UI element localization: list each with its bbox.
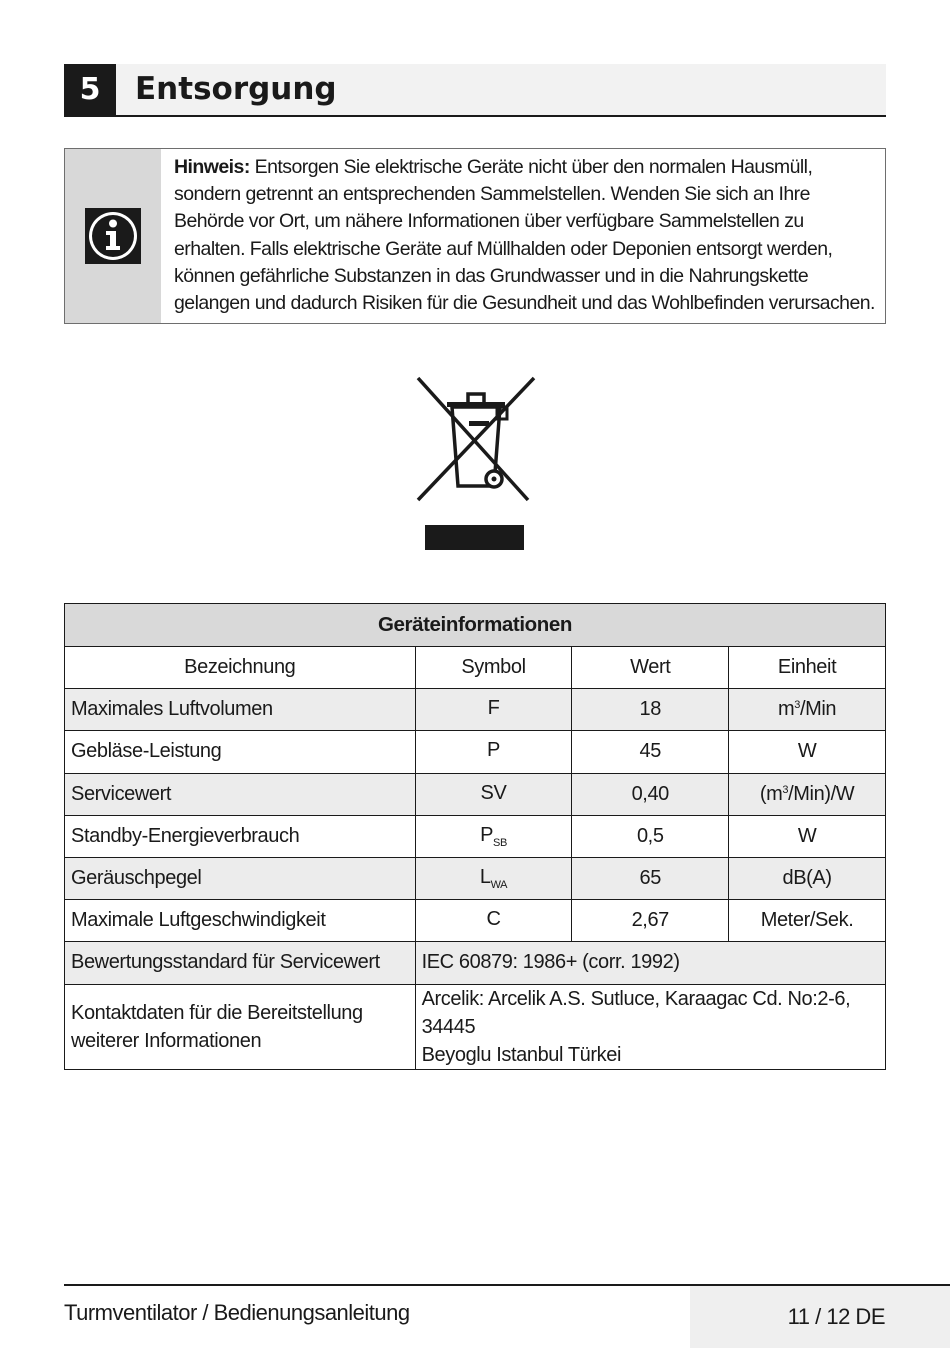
section-title: Entsorgung: [135, 71, 337, 107]
device-info-table: [64, 603, 886, 1070]
row-name: Maximale Luftgeschwindigkeit: [65, 900, 416, 942]
note-body: Entsorgen Sie elektrische Geräte nicht über den normalen Hausmüll, sondern getrennt an entsprechenden Sammelstellen. Wenden Sie sich an Ihre Behörde vor Ort, um nähere Informationen über verfügbare Sammelstellen zu erhalten. Falls elektrische Geräte auf Müllhalden oder Deponien entsorgt werden, können gefährliche Substanzen in das Grundwasser und in die Nahrungskette gelangen und dadurch Risiken für die Gesundheit und das Wohlbefinden verursachen.: [174, 156, 875, 315]
footer-page-number: 11 / 12 DE: [690, 1286, 950, 1348]
row-value: 65: [572, 857, 729, 899]
row-unit: W: [729, 731, 886, 773]
row-value: 2,67: [572, 900, 729, 942]
table-row: [65, 857, 886, 899]
row-unit: dB(A): [729, 857, 886, 899]
row-unit: $(m^3/Min)/W$: [729, 773, 886, 815]
row-value: 18: [572, 689, 729, 731]
note-label: Hinweis:: [174, 156, 250, 178]
section-header: [64, 64, 886, 117]
standard-label: Bewertungsstandard für Servicewert: [65, 942, 416, 984]
footer-document-title: Turmventilator / Bedienungsanleitung: [64, 1300, 410, 1325]
row-symbol: $L_{WA}$: [415, 857, 572, 899]
row-symbol: C: [415, 900, 572, 942]
table-title: Geräteinformationen: [65, 604, 886, 647]
row-name: Geräuschpegel: [65, 857, 416, 899]
row-unit: $m^3$/Min: [729, 689, 886, 731]
table-row: [65, 815, 886, 857]
note-box: [64, 148, 886, 324]
column-header-einheit: Einheit: [729, 647, 886, 689]
row-unit: Meter/Sek.: [729, 900, 886, 942]
table-row: [65, 900, 886, 942]
info-icon: [85, 208, 141, 264]
row-symbol: SV: [415, 773, 572, 815]
row-value: 0,40: [572, 773, 729, 815]
row-value: 45: [572, 731, 729, 773]
section-number: 5: [64, 64, 116, 115]
row-name: Servicewert: [65, 773, 416, 815]
row-value: 0,5: [572, 815, 729, 857]
table-row: [65, 773, 886, 815]
row-unit: W: [729, 815, 886, 857]
contact-label: Kontaktdaten für die Bereitstellung weiterer Informationen: [65, 984, 416, 1069]
table-row-standard: [65, 942, 886, 984]
row-name: Maximales Luftvolumen: [65, 689, 416, 731]
contact-value: Arcelik: Arcelik A.S. Sutluce, Karaagac Cd. No:2-6, 34445 Beyoglu Istanbul Türkei: [415, 984, 885, 1069]
row-symbol: F: [415, 689, 572, 731]
row-name: Standby-Energieverbrauch: [65, 815, 416, 857]
row-symbol: $P_{SB}$: [415, 815, 572, 857]
row-name: Gebläse-Leistung: [65, 731, 416, 773]
note-icon-column: [65, 149, 161, 323]
column-header-wert: Wert: [572, 647, 729, 689]
table-row: [65, 731, 886, 773]
table-row: [65, 689, 886, 731]
column-header-bezeichnung: Bezeichnung: [65, 647, 416, 689]
standard-value: IEC 60879: 1986+ (corr. 1992): [415, 942, 885, 984]
note-text: [174, 154, 879, 317]
row-symbol: P: [415, 731, 572, 773]
crossed-out-wheelie-bin-icon: [414, 374, 538, 554]
table-row-contact: [65, 984, 886, 1069]
column-header-symbol: Symbol: [415, 647, 572, 689]
